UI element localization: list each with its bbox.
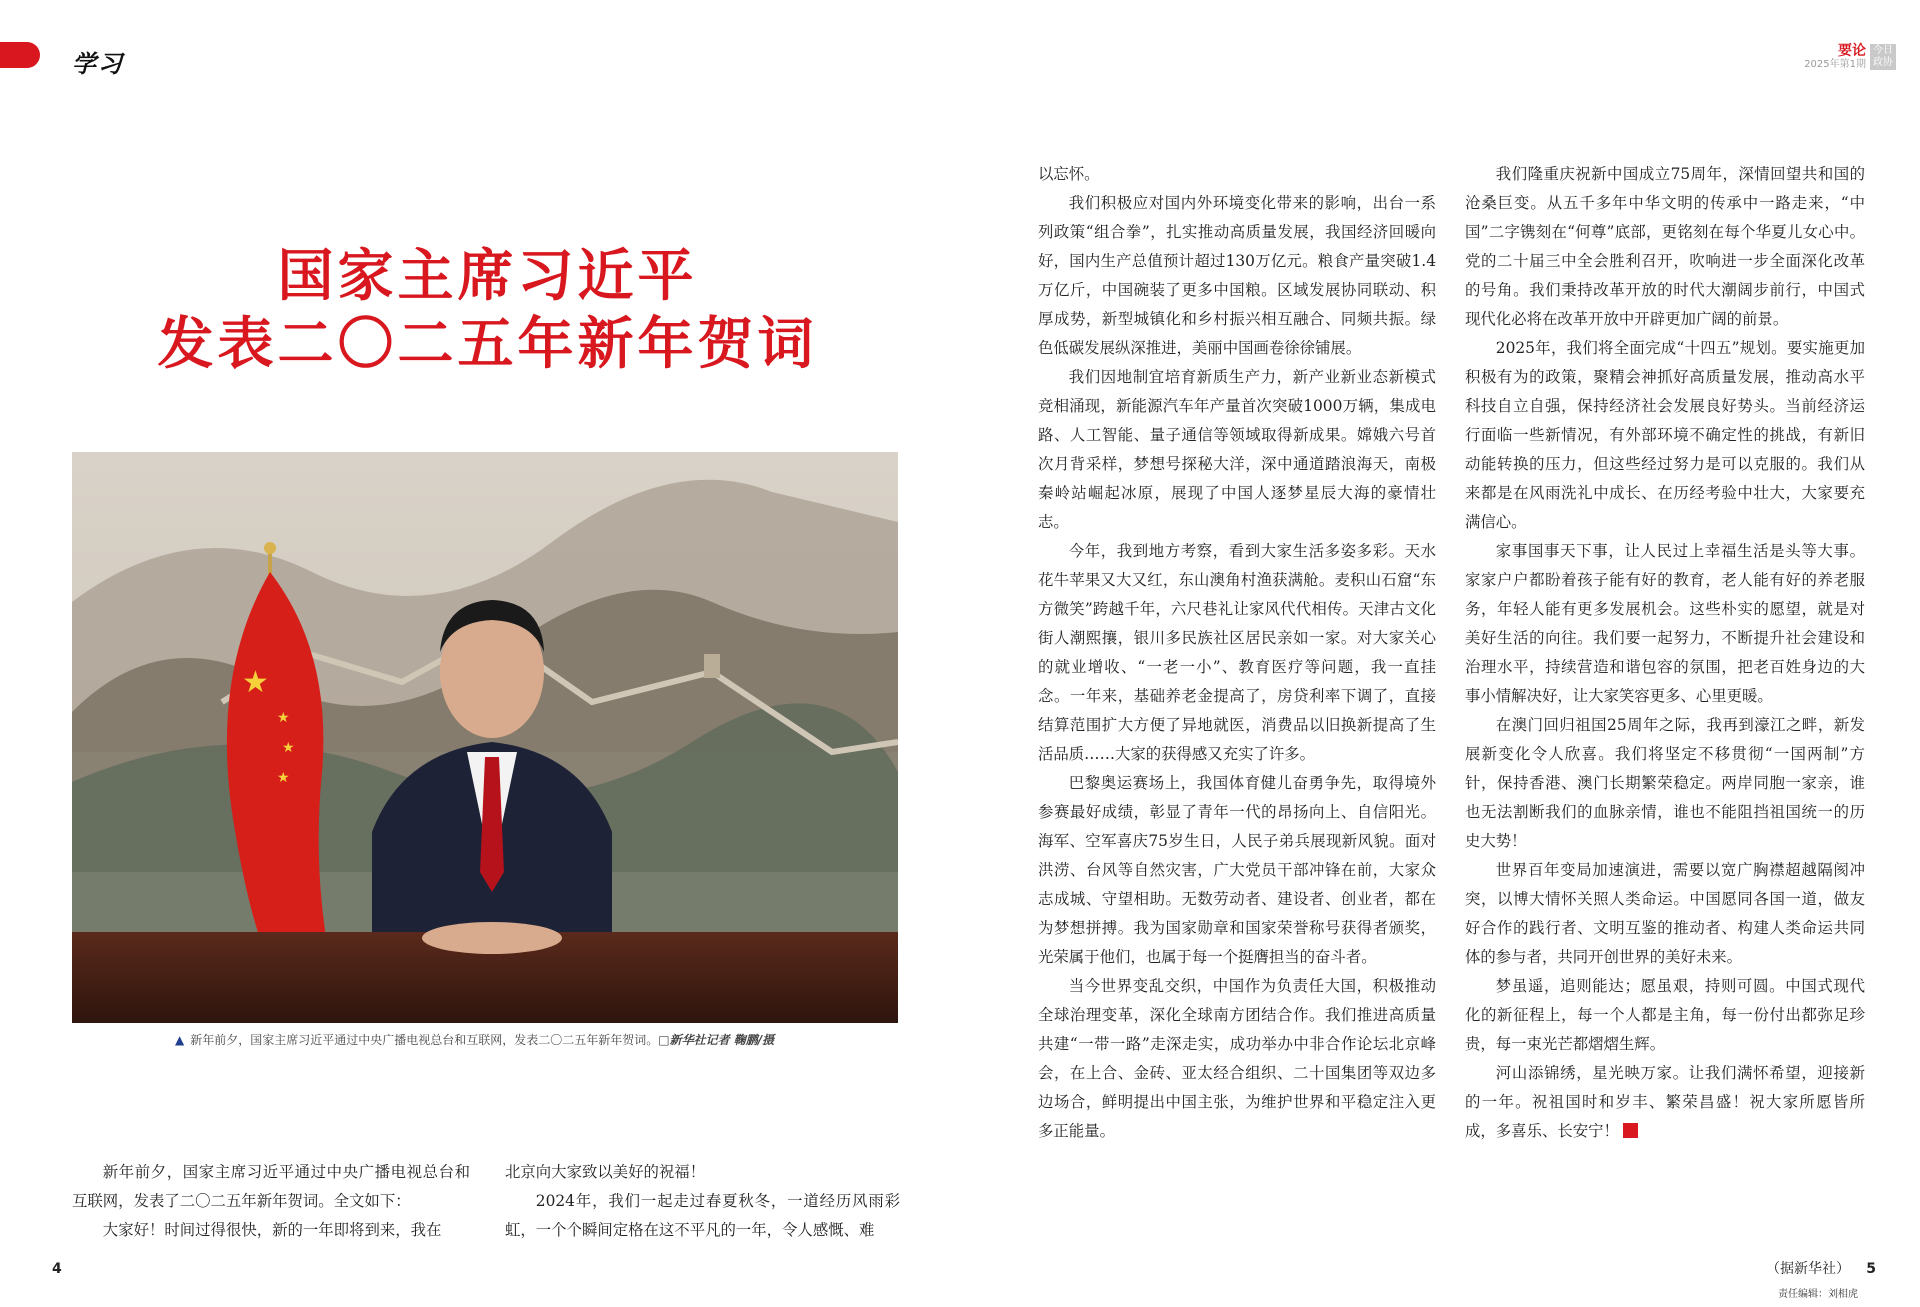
speaker-hands xyxy=(422,922,562,954)
article-paragraph: 以忘怀。 xyxy=(1038,165,1100,183)
article-column-1 xyxy=(72,1158,470,1245)
magazine-logo: 今日 政协 xyxy=(1870,44,1896,70)
headline-line-2: 发表二〇二五年新年贺词 xyxy=(157,312,818,377)
article-column-3 xyxy=(1038,160,1436,1146)
article-paragraph: 家事国事天下事，让人民过上幸福生活是头等大事。家家户户都盼着孩子能有好的教育，老人能有好的养老服务，年轻人能有更多发展机会。这些朴实的愿望，就是对美好生活的向往。我们要一起努力，不断提升社会建设和治理水平，持续营造和谐包容的氛围，把老百姓身边的大事小情解决好，让大家笑容更多、心里更暖。 xyxy=(1465,542,1865,705)
page-number-left: 4 xyxy=(52,1261,62,1277)
article-final-text: 河山添锦绣，星光映万家。让我们满怀希望，迎接新的一年。祝祖国时和岁丰、繁荣昌盛！祝大家所愿皆所成，多喜乐、长安宁！ xyxy=(1465,1064,1865,1140)
flag-star-small-3: ★ xyxy=(277,770,290,786)
article-paragraph: 北京向大家致以美好的祝福！ xyxy=(505,1163,706,1181)
article-paragraph: 巴黎奥运赛场上，我国体育健儿奋勇争先，取得境外参赛最好成绩，彰显了青年一代的昂扬向上、自信阳光。海军、空军喜庆75岁生日，人民子弟兵展现新风貌。面对洪涝、台风等自然灾害，广大党员干部冲锋在前，大家众志成城、守望相助。无数劳动者、建设者、创业者，都在为梦想拼搏。我为国家勋章和国家荣誉称号获得者颁奖，光荣属于他们，也属于每一个挺膺担当的奋斗者。 xyxy=(1038,774,1436,966)
article-paragraph-final xyxy=(1465,1059,1865,1146)
caption-text: 新年前夕，国家主席习近平通过中央广播电视总台和互联网，发表二〇二五年新年贺词。 xyxy=(190,1033,659,1047)
end-of-article-icon xyxy=(1623,1123,1638,1138)
watchtower-3 xyxy=(704,654,720,678)
photo-caption xyxy=(175,1031,774,1048)
article-paragraph: 世界百年变局加速演进，需要以宽广胸襟超越隔阂冲突，以博大情怀关照人类命运。中国愿同各国一道，做友好合作的践行者、文明互鉴的推动者、构建人类命运共同体的参与者，共同开创世界的美好未来。 xyxy=(1465,861,1865,966)
article-paragraph: 2024年，我们一起走过春夏秋冬，一道经历风雨彩虹，一个个瞬间定格在这不平凡的一年，令人感慨、难 xyxy=(505,1192,900,1239)
article-column-2 xyxy=(505,1158,900,1245)
flag-star-large: ★ xyxy=(242,665,269,700)
photo-illustration xyxy=(72,452,898,1023)
article-paragraph: 当今世界变乱交织，中国作为负责任大国，积极推动全球治理变革，深化全球南方团结合作。我们推进高质量共建“一带一路”走深走实，成功举办中非合作论坛北京峰会，在上合、金砖、亚太经合组织、二十国集团等双边多边场合，鲜明提出中国主张，为维护世界和平稳定注入更多正能量。 xyxy=(1038,977,1436,1140)
flag-pole-tip xyxy=(264,542,276,554)
section-label: 学习 xyxy=(72,50,124,78)
caption-credit: □新华社记者 鞠鹏/摄 xyxy=(658,1033,775,1047)
flag-star-small-2: ★ xyxy=(282,740,295,756)
masthead xyxy=(1804,44,1896,71)
source-credit: （据新华社） xyxy=(1766,1261,1850,1277)
page-number-right: 5 xyxy=(1866,1261,1876,1277)
article-paragraph: 在澳门回归祖国25周年之际，我再到濠江之畔，新发展新变化令人欣喜。我们将坚定不移贯彻“一国两制”方针，保持香港、澳门长期繁荣稳定。两岸同胞一家亲，谁也无法割断我们的血脉亲情，谁也不能阻挡祖国统一的历史大势！ xyxy=(1465,716,1865,850)
flag-star-small-1: ★ xyxy=(277,710,290,726)
section-tab-marker xyxy=(0,42,40,68)
article-paragraph: 我们隆重庆祝新中国成立75周年，深情回望共和国的沧桑巨变。从五千多年中华文明的传承中一路走来，“中国”二字镌刻在“何尊”底部，更铭刻在每个华夏儿女心中。党的二十届三中全会胜利召开，吹响进一步全面深化改革的号角。我们秉持改革开放的时代大潮阔步前行，中国式现代化必将在改革开放中开辟更加广阔的前景。 xyxy=(1465,165,1865,328)
article-column-4 xyxy=(1465,160,1865,1146)
column-name: 要论 xyxy=(1838,43,1866,59)
article-paragraph: 我们积极应对国内外环境变化带来的影响，出台一系列政策“组合拳”，扎实推动高质量发展，我国经济回暖向好，国内生产总值预计超过130万亿元。粮食产量突破1.4万亿斤，中国碗装了更多中国粮。区域发展协同联动、积厚成势，新型城镇化和乡村振兴相互融合、同频共振。绿色低碳发展纵深推进，美丽中国画卷徐徐铺展。 xyxy=(1038,194,1436,357)
article-paragraph: 我们因地制宜培育新质生产力，新产业新业态新模式竞相涌现，新能源汽车年产量首次突破1000万辆，集成电路、人工智能、量子通信等领域取得新成果。嫦娥六号首次月背采样，梦想号探秘大洋，深中通道踏浪海天，南极秦岭站崛起冰原，展现了中国人逐梦星辰大海的豪情壮志。 xyxy=(1038,368,1436,531)
issue-label: 2025年第1期 xyxy=(1804,59,1866,70)
article-paragraph: 梦虽遥，追则能达；愿虽艰，持则可圆。中国式现代化的新征程上，每一个人都是主角，每一份付出都弥足珍贵，每一束光芒都熠熠生辉。 xyxy=(1465,977,1865,1053)
article-paragraph: 今年，我到地方考察，看到大家生活多姿多彩。天水花牛苹果又大又红，东山澳角村渔获满舱。麦积山石窟“东方微笑”跨越千年，六尺巷礼让家风代代相传。天津古文化街人潮熙攘，银川多民族社区居民亲如一家。对大家关心的就业增收、“一老一小”、教育医疗等问题，我一直挂念。一年来，基础养老金提高了，房贷利率下调了，直接结算范围扩大方便了异地就医，消费品以旧换新提高了生活品质……大家的获得感又充实了许多。 xyxy=(1038,542,1436,763)
headline-line-1: 国家主席习近平 xyxy=(277,244,698,309)
article-paragraph: 2025年，我们将全面完成“十四五”规划。要实施更加积极有为的政策，聚精会神抓好高质量发展，推动高水平科技自立自强，保持经济社会发展良好势头。当前经济运行面临一些新情况，有外部环境不确定性的挑战，有新旧动能转换的压力，但这些经过努力是可以克服的。我们从来都是在风雨洗礼中成长、在历经考验中壮大，大家要充满信心。 xyxy=(1465,339,1865,531)
article-paragraph: 大家好！时间过得很快，新的一年即将到来，我在 xyxy=(102,1221,442,1239)
cover-photo xyxy=(72,452,898,1023)
responsible-editor: 责任编辑：刘相虎 xyxy=(1778,1289,1858,1300)
caption-triangle-icon: ▲ xyxy=(175,1033,185,1047)
article-paragraph: 新年前夕，国家主席习近平通过中央广播电视总台和互联网，发表了二〇二五年新年贺词。全文如下： xyxy=(72,1163,470,1210)
